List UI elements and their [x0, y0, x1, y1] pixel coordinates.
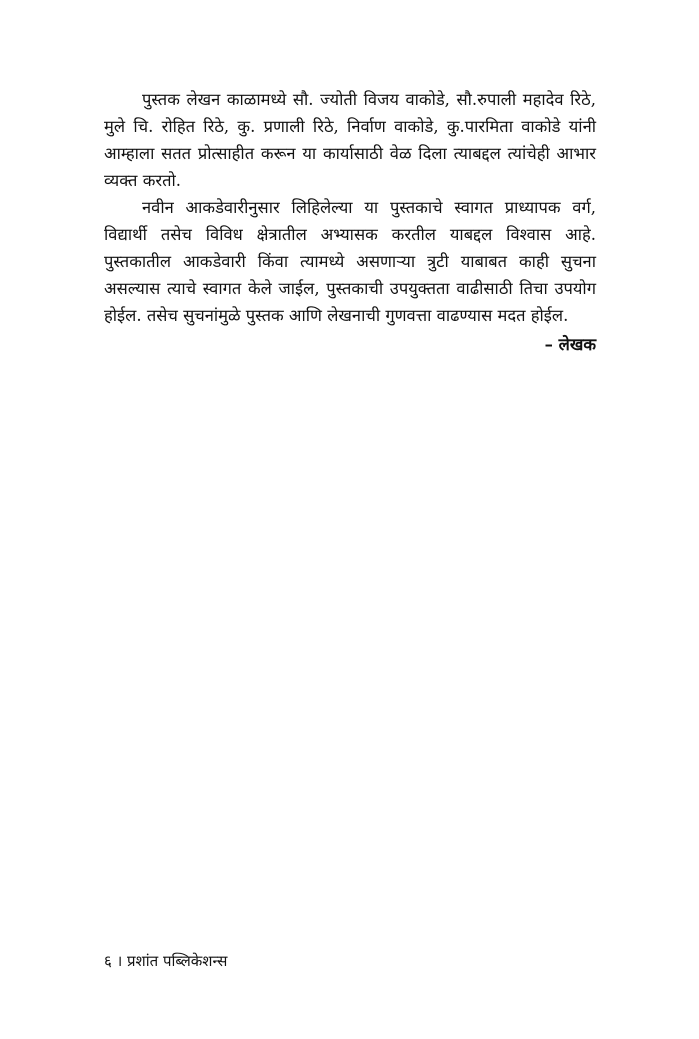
page-footer: ६ । प्रशांत पब्लिकेशन्स — [104, 952, 228, 970]
author-signature: – लेखक — [544, 335, 596, 354]
paragraph-welcome-suggestions: नवीन आकडेवारीनुसार लिहिलेल्या या पुस्तकाचे स्वागत प्राध्यापक वर्ग, विद्यार्थी तसेच विविध क्षेत्रातील अभ्यासक करतील याबद्दल विश्वास आहे. पुस्तकातील आकडेवारी किंवा त्यामध्ये असणाऱ्या त्रुटी याबाबत काही सुचना असल्यास त्याचे स्वागत केले जाईल, पुस्तकाची उपयुक्तता वाढीसाठी तिचा उपयोग होईल. तसेच सुचनांमुळे पुस्तक आणि लेखनाची गुणवत्ता वाढण्यास मदत होईल. — [104, 198, 596, 325]
paragraph-acknowledgement: पुस्तक लेखन काळामध्ये सौ. ज्योती विजय वाकोडे, सौ.रुपाली महादेव रिठे, मुले चि. रोहित रिठे, कु. प्रणाली रिठे, निर्वाण वाकोडे, कु.पारमिता वाकोडे यांनी आम्हाला सतत प्रोत्साहीत करून या कार्यासाठी वेळ दिला त्याबद्दल त्यांचेही आभार व्यक्त करतो. — [104, 90, 596, 190]
body-text — [104, 86, 596, 358]
